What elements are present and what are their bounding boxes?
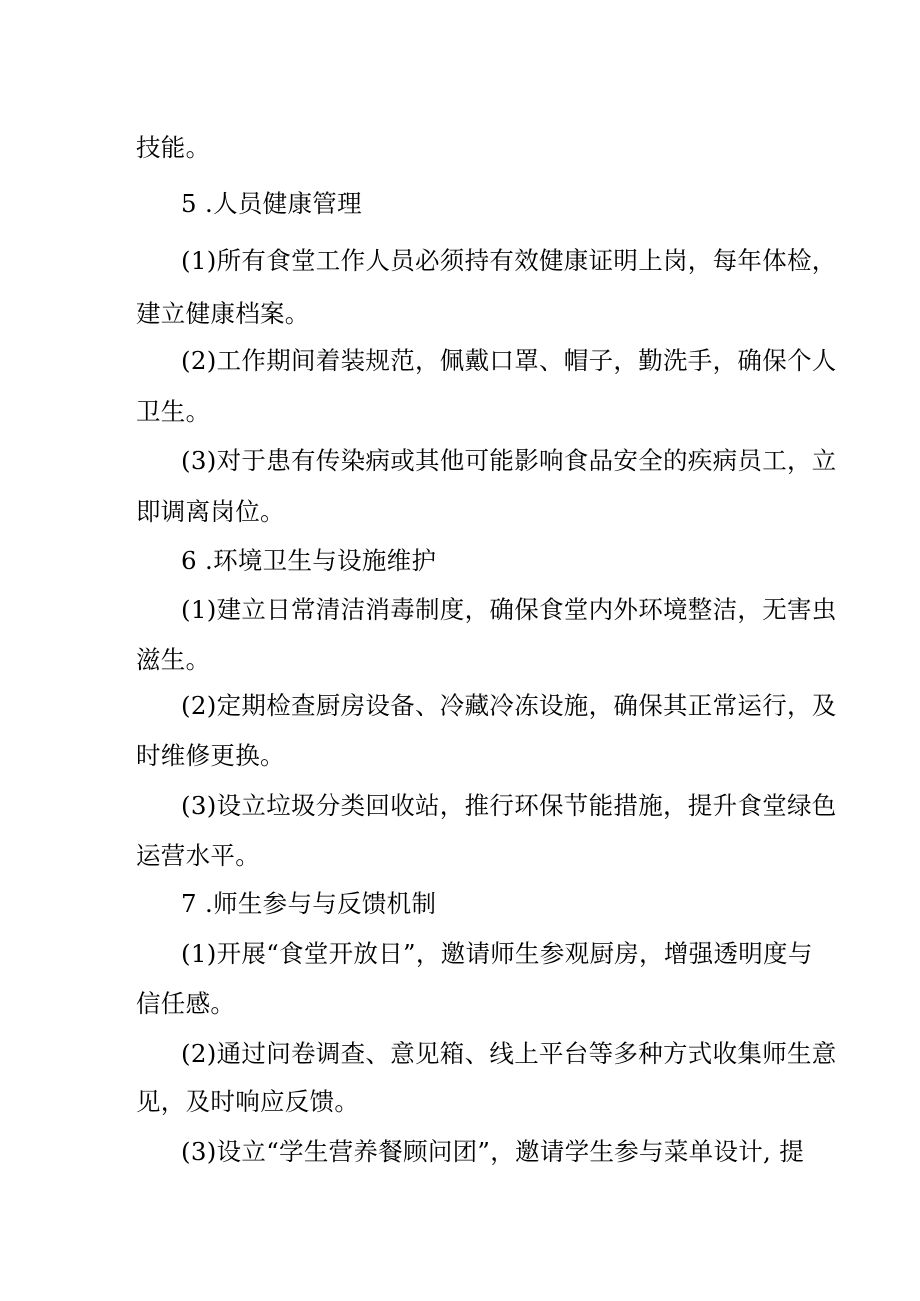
paragraph-line: 运营水平。	[136, 841, 260, 870]
paragraph-line: 信任感。	[136, 989, 236, 1018]
paragraph-line: 卫生。	[136, 397, 211, 426]
section-heading-7: 7 .师生参与与反馈机制	[181, 889, 437, 918]
section-heading-5: 5 .人员健康管理	[181, 189, 362, 218]
list-item-line: (1)开展“食堂开放日”，邀请师生参观厨房，增强透明度与	[181, 939, 813, 968]
list-item-line: (3)对于患有传染病或其他可能影响食品安全的疾病员工，立	[181, 446, 837, 475]
paragraph-line: 建立健康档案。	[136, 299, 310, 328]
list-item-line: (3)设立“学生营养餐顾问团”，邀请学生参与菜单设计, 提	[181, 1137, 805, 1166]
list-item-line: (1)所有食堂工作人员必须持有效健康证明上岗，每年体检，	[181, 246, 837, 275]
paragraph-line: 滋生。	[136, 645, 211, 674]
list-item-line: (2)定期检查厨房设备、冷藏冷冻设施，确保其正常运行，及	[181, 691, 837, 720]
list-item-line: (3)设立垃圾分类回收站，推行环保节能措施，提升食堂绿色	[181, 791, 837, 820]
list-item-line: (2)工作期间着装规范，佩戴口罩、帽子，勤洗手，确保个人	[181, 346, 837, 375]
paragraph-line: 即调离岗位。	[136, 497, 285, 526]
list-item-line: (1)建立日常清洁消毒制度，确保食堂内外环境整洁，无害虫	[181, 595, 837, 624]
list-item-line: (2)通过问卷调查、意见箱、线上平台等多种方式收集师生意	[181, 1039, 837, 1068]
paragraph-line: 见，及时响应反馈。	[136, 1087, 360, 1116]
paragraph-line: 技能。	[136, 133, 211, 162]
paragraph-line: 时维修更换。	[136, 741, 285, 770]
section-heading-6: 6 .环境卫生与设施维护	[181, 546, 437, 575]
